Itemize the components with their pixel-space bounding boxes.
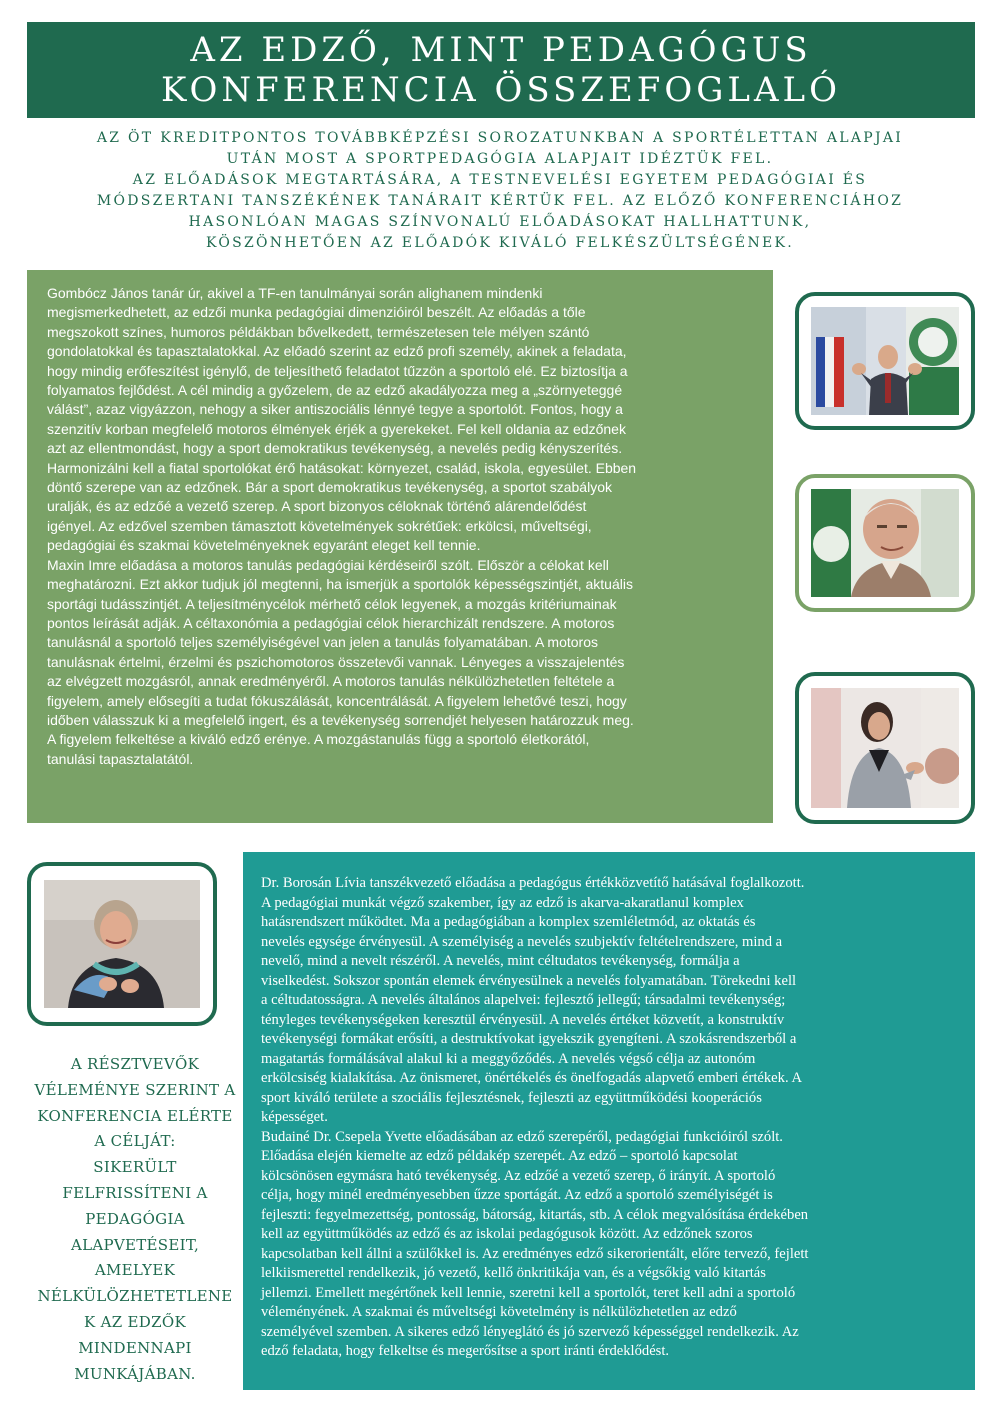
article-line: tanulási tapasztalatától.: [47, 750, 194, 767]
intro-text: [40, 128, 960, 254]
article-line: döntő szerepe van az edzőnek. Bár a sport demokratikus tevékenység, a sportot szabályok: [47, 479, 612, 496]
article-line: Dr. Borosán Lívia tanszékvezető előadása a pedagógus értékközvetítő hatásával foglalkozott.: [261, 875, 805, 891]
article-line: nevelő, mind a nevelt részéről. A nevelés, mint céltudatos tevékenység, formálja a: [261, 953, 740, 969]
article-line: válást”, azaz vigyázzon, nehogy a siker antiszociális lénnyé tegye a sportolót. Fontos, hogy a: [47, 401, 623, 418]
quote-line: A RÉSZTVEVŐK: [70, 1055, 200, 1073]
quote-line: MUNKÁJÁBAN.: [74, 1364, 196, 1383]
article-line: tényleges tevékenységeken keresztül érvényesül. A nevelés értéket közvetít, a konstruktív: [261, 1011, 785, 1028]
intro-line: KÖSZÖNHETŐEN AZ ELŐADÓK KIVÁLÓ FELKÉSZÜLTSÉGÉNEK.: [205, 235, 795, 251]
article-line: sportági tudásszintjét. A teljesítménycélok mérhető célok legyenek, a mozgás kritériumainak: [47, 595, 617, 612]
article-line: tanulásnál a sportoló teljes személyiségével van jelen a tanulás folyamatában. A motoros: [47, 634, 598, 651]
article-line: gondolatokkal és tapasztalatokkal. Az előadó szerint az edző profi személy, akinek a feladata,: [47, 343, 627, 360]
article-line: jellemzi. Emellett megértőnek kell lennie, szeretni kell a sportolót, teret kell adni a sportoló: [261, 1284, 796, 1301]
article-line: kapcsolatban kell állni a szülőkkel is. Az eredményes edző sikerorientált, előre tervező, fejlett: [261, 1245, 809, 1262]
speaker-photo-csepela: [811, 688, 959, 808]
article-line: viselkedést. Sokszor spontán elemek érvényesülnek a nevelés folyamatában. Törekedni kell: [261, 972, 797, 989]
article-line: meghatározni. Ezt akkor tudjuk jól megtenni, ha ismerjük a sportolók képességszintjét, aktuális: [47, 576, 633, 593]
article-line: folyamatos fejlődést. A cél mindig a győzelem, de az edző akadályozza meg a „szörnyeteggé: [47, 382, 623, 399]
article-line: pedagógiai és szakmai követelményeknek egyaránt eleget kell tennie.: [47, 537, 481, 554]
article-line: Harmonizálni kell a fiatal sportolókat érő hatásokat: környezet, család, iskola, egyesület. Ebben: [47, 459, 637, 476]
article-line: nevelés egysége érvényesül. A személyiség a nevelés szubjektív feltételrendszere, mind a: [261, 933, 783, 950]
quote-line: FELFRISSÍTENI A: [62, 1183, 208, 1202]
speaker-photo-csepela-image: [811, 688, 959, 808]
article-line: edző feladata, hogy felkeltse és megerősítse a sport iránti érdeklődést.: [261, 1343, 670, 1359]
speaker-photo-frame-2: [795, 474, 975, 612]
intro-line: HASONLÓAN MAGAS SZÍNVONALÚ ELŐADÁSOKAT HALLHATTUNK,: [188, 214, 812, 230]
speaker-photo-portrait-image: [811, 489, 959, 597]
quote-line: ALAPVETÉSEIT,: [70, 1235, 200, 1254]
page-title-line-1: AZ EDZŐ, MINT PEDAGÓGUS: [190, 30, 812, 70]
article-line: kell az együttműködés az edző és az iskolai pedagógusok között. Az edzőnek szoros: [261, 1226, 753, 1242]
article-panel-gomboc-maxin: [27, 270, 773, 823]
article-line: uralják, és az edzőé a vezető szerep. A sport bizonyos céloknak történő alárendelődést: [47, 498, 587, 515]
quote-line: NÉLKÜLÖZHETETLENE: [37, 1287, 233, 1306]
speaker-photo-frame-1: [795, 292, 975, 430]
speaker-photo-borosan: [44, 880, 200, 1008]
quote-line: A CÉLJÁT:: [94, 1132, 176, 1151]
article-line: Budainé Dr. Csepela Yvette előadásában az edző szerepéről, pedagógiai funkcióiról szólt.: [261, 1128, 783, 1145]
participant-quote: [30, 1052, 240, 1387]
intro-line: AZ ELŐADÁSOK MEGTARTÁSÁRA, A TESTNEVELÉSI EGYETEM PEDAGÓGIAI ÉS: [132, 172, 868, 188]
article-line: megszokott színes, humoros példákban bővelkedett, természetesen tele mélyen szántó: [47, 323, 590, 340]
article-line: tevékenységi formákat erősíti, a destruktívokat igyekszik gyengíteni. A szokásrendszerből a: [261, 1031, 797, 1047]
article-line: figyelem, amely elősegíti a tudat fókuszálását, koncentrálását. A figyelem lehetővé teszi, hogy: [47, 692, 627, 709]
speaker-photo-frame-3: [795, 672, 975, 824]
article-line: az elvégzett mozgásról, annak eredményéről. A motoros tanulás nélkülözhetetlen feltétele a: [47, 673, 615, 690]
article-line: lelkiismerettel rendelkezik, jó vezető, kellő önkritikája van, és a végsőkig való kitartás: [261, 1265, 766, 1281]
speaker-photo-portrait: [811, 489, 959, 597]
article-panel-borosan-csepela: [243, 852, 975, 1390]
intro-line: MÓDSZERTANI TANSZÉKÉNEK TANÁRAIT KÉRTÜK FEL. AZ ELŐZŐ KONFERENCIÁHOZ: [96, 193, 904, 209]
article-line: igényel. Az edzővel szemben támasztott követelmények sokrétűek: erkölcsi, műveltségi,: [47, 517, 592, 534]
article-line: kölcsönösen egymásra ható tevékenység. Az edzőé a vezető szerep, ő irányít. A sportoló: [261, 1167, 776, 1184]
quote-line: VÉLEMÉNYE SZERINT A: [34, 1080, 236, 1099]
quote-line: PEDAGÓGIA: [85, 1209, 185, 1228]
article-line: személyével szemben. A sikeres edző lényeglátó és jó szervező képességgel rendelkezik. Az: [261, 1323, 799, 1340]
speaker-photo-frame-4: [27, 862, 217, 1026]
speaker-photo-gombocz-image: [811, 307, 959, 415]
quote-line: AMELYEK: [94, 1261, 176, 1280]
page-title-line-2: KONFERENCIA ÖSSZEFOGLALÓ: [160, 70, 841, 110]
article-line: pontos leírását adják. A céltaxonómia a pedagógiai célok hierarchizált rendszere. A motoros: [47, 614, 615, 631]
speaker-photo-borosan-image: [44, 880, 200, 1008]
article-line: időben válasszuk ki a megfelelő ingert, és a tevékenység sorrendjét helyesen határozzuk meg.: [47, 711, 634, 728]
article-line: erkölcsiség kialakítása. Az önismeret, önértékelés és önelfogadás alapvető emberi értékek. A: [261, 1070, 802, 1086]
title-banner: [27, 22, 975, 118]
quote-line: KONFERENCIA ELÉRTE: [37, 1106, 233, 1125]
article-line: A figyelem felkeltése a kiváló edző erénye. A mozgástanulás függ a sportoló életkorától,: [47, 731, 590, 748]
article-line: képességet.: [261, 1109, 328, 1125]
quote-line: SIKERÜLT: [93, 1158, 177, 1177]
article-line: szenzitív korban megfelelő motoros élmények érjék a gyerekeket. Fel kell oldania az edzőnek: [47, 420, 626, 437]
speaker-photo-gombocz: [811, 307, 959, 415]
article-line: azt az ellentmondást, hogy a sport demokratikus tevékenység, a nevelés pedig kényszerítés.: [47, 440, 623, 457]
article-line: magatartás formálásával alakul ki a meggyőződés. A nevelés végső célja az autonóm: [261, 1050, 756, 1067]
article-line: Gombócz János tanár úr, akivel a TF-en tanulmányai során alighanem mindenki: [47, 285, 543, 301]
article-line: sport kiváló területe a szociális fejlesztésnek, fejleszti az együttműködési kooperációs: [261, 1089, 762, 1106]
article-line: Maxin Imre előadása a motoros tanulás pedagógiai kérdéseiről szólt. Először a célokat kell: [47, 556, 609, 573]
quote-line: K AZ EDZŐK: [84, 1312, 186, 1331]
article-line: Előadása elején kiemelte az edző példakép szerepét. Az edző – sportoló kapcsolat: [261, 1148, 738, 1164]
article-line: a céltudatosságra. A nevelés általános alapelvei: fejlesztő jellegű; társadalmi tevékenység;: [261, 992, 786, 1008]
intro-line: UTÁN MOST A SPORTPEDAGÓGIA ALAPJAIT IDÉZTÜK FEL.: [226, 151, 774, 167]
quote-line: MINDENNAPI: [78, 1338, 192, 1357]
intro-line: AZ ÖT KREDITPONTOS TOVÁBBKÉPZÉSI SOROZATUNKBAN A SPORTÉLETTAN ALAPJAI: [96, 130, 904, 146]
article-line: megismerkedhetett, az edzői munka pedagógiai dimenzióiról beszélt. Az előadás a tőle: [47, 304, 586, 321]
article-line: fejleszti: fegyelmezettség, pontosság, bátorság, kitartás, stb. A célok megvalósítása érdekében: [261, 1206, 809, 1223]
article-line: tanulásnak értelmi, érzelmi és pszichomotoros összetevői vannak. Lényeges a visszajelentés: [47, 653, 625, 670]
article-line: A pedagógiai munkát végző szakember, így az edző is akarva-akaratlanul komplex: [261, 894, 744, 911]
article-line: hogy mindig erőfeszítést igénylő, de teljesíthető feladatot tűzzön a sportoló elé. Ez biztosítja a: [47, 362, 628, 379]
article-line: célja, hogy minél eredményesebben űzze sportágát. Az edző a sportoló személyiségét is: [261, 1187, 773, 1203]
article-line: véleményének. A szakmai és műveltségi követelmény is nélkülözhetetlen az edző: [261, 1304, 737, 1320]
article-line: hatásrendszert működtet. Ma a pedagógiában a komplex szemléletmód, az oktatás és: [261, 914, 756, 930]
